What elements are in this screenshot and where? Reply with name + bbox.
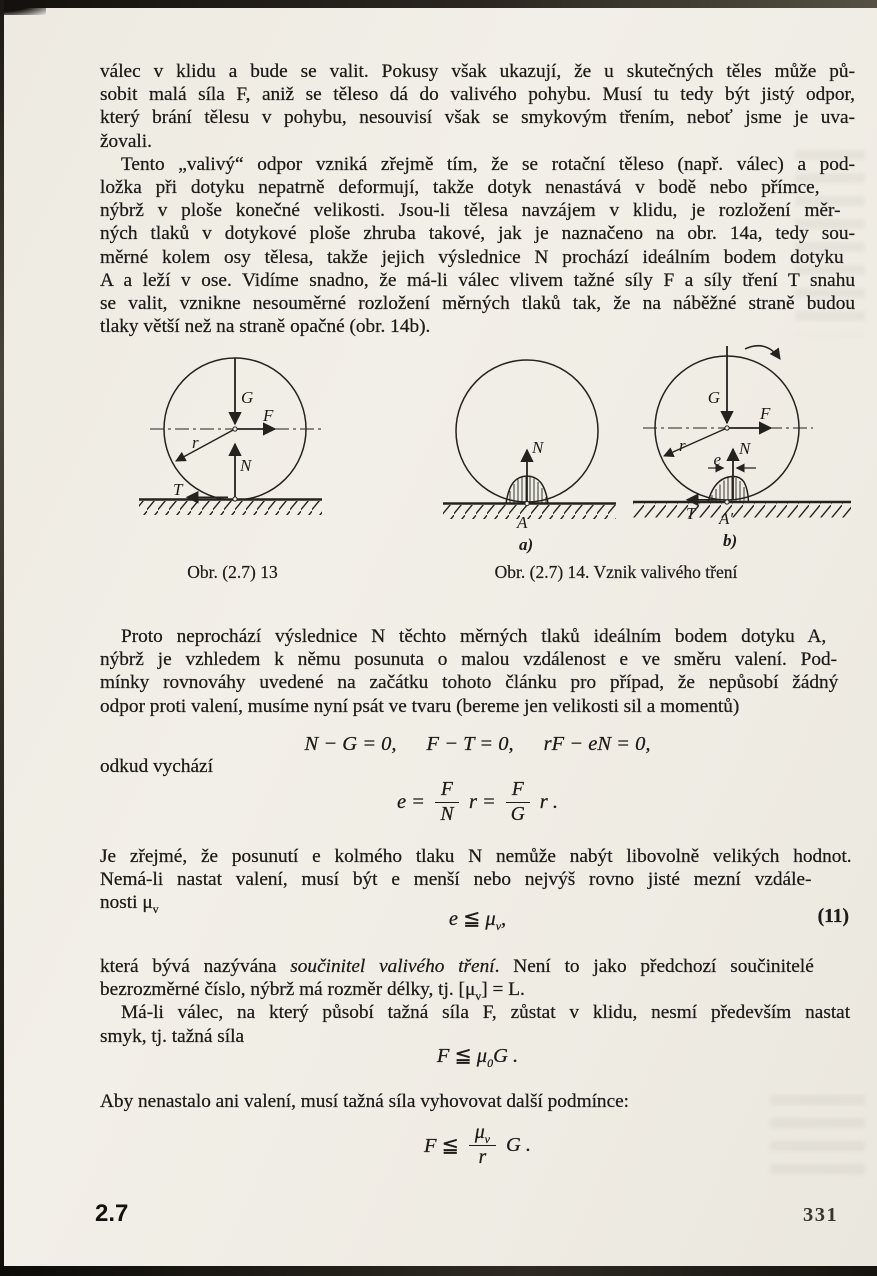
text-fragment: žovali. bbox=[100, 130, 152, 152]
text-fragment: Proto neprochází výslednice N těchto měrných tlaků ideálním bodem dotyku A, bbox=[121, 626, 827, 647]
contact-point bbox=[233, 497, 237, 501]
text-line bbox=[100, 130, 855, 153]
fraction bbox=[469, 1122, 496, 1169]
text-line bbox=[100, 1001, 855, 1024]
contact-point bbox=[525, 501, 529, 505]
text-fragment: nýbrž v ploše konečné velikosti. Jsou-li tělesa navzájem v klidu, je rozložení měr- bbox=[100, 200, 841, 222]
center-point bbox=[233, 427, 237, 431]
radius-label-r: r bbox=[679, 436, 686, 455]
page-number: 331 bbox=[803, 1204, 839, 1226]
subscript: v bbox=[495, 919, 502, 934]
equation-term: rF − eN = 0, bbox=[543, 733, 651, 755]
text-line bbox=[100, 695, 855, 718]
equation-number: (11) bbox=[817, 906, 849, 927]
paragraph-6 bbox=[100, 1090, 855, 1113]
equation-term: F − T = 0, bbox=[426, 733, 514, 755]
contact-label-A-prime: A′ bbox=[719, 509, 734, 528]
text-fragment: která bývá nazývána bbox=[100, 956, 291, 977]
equation-term: e = bbox=[396, 790, 426, 813]
scan-edge-bottom bbox=[0, 1266, 877, 1276]
text-fragment: nýbrž je vzhledem k němu posunuta o malou vzdálenost e ve směru valení. Pod- bbox=[100, 649, 838, 671]
text-line bbox=[100, 269, 855, 292]
scan-edge-top-corner bbox=[0, 0, 46, 15]
subscript: v bbox=[484, 1131, 490, 1146]
fraction-numerator: F bbox=[506, 779, 530, 803]
fraction bbox=[435, 779, 459, 826]
text-fragment: se valit, vznikne nesouměrné rozložení měrných tlaků tak, že na náběžné straně budou bbox=[100, 292, 855, 314]
fraction-numerator: F bbox=[435, 779, 459, 803]
contact-point bbox=[725, 500, 729, 504]
text-fragment: nosti μ bbox=[100, 892, 153, 914]
text-fragment: sobit malá síla F, aniž se těleso dá do valivého pohybu. Musí tu tedy být jistý odpor, bbox=[100, 84, 855, 106]
text-line bbox=[100, 955, 855, 978]
text-line bbox=[100, 153, 855, 176]
paragraph-5 bbox=[100, 955, 855, 1048]
paragraph-1 bbox=[100, 60, 855, 153]
text-line bbox=[100, 845, 855, 868]
subscript: v bbox=[152, 902, 159, 917]
text-fragment: Nemá-li nastat valení, musí být e menší nebo nejvýš rovno jisté mezní vzdále- bbox=[100, 869, 812, 891]
force-label-N: N bbox=[739, 439, 751, 458]
text-fragment: , bbox=[501, 908, 507, 930]
text-fragment: μ bbox=[474, 1122, 485, 1143]
text-fragment: G . bbox=[493, 1045, 519, 1067]
figure-13-rolling-cylinder bbox=[125, 346, 335, 521]
force-label-N: N bbox=[532, 438, 544, 457]
equation-eccentricity-result bbox=[100, 779, 855, 826]
text-line bbox=[100, 1090, 855, 1113]
text-fragment: ] = L. bbox=[481, 979, 525, 1001]
text-fragment: . Není to jako předchozí součinitelé bbox=[494, 956, 814, 977]
odkud-vychazi-text: odkud vychází bbox=[100, 756, 213, 777]
scan-edge-left bbox=[0, 0, 4, 1276]
force-arrows bbox=[664, 346, 771, 500]
subfigure-label-b: b) bbox=[723, 531, 738, 550]
text-fragment: Tento „valivý“ odpor vzniká zřejmě tím, že se rotační těleso (např. válec) a pod- bbox=[121, 153, 855, 175]
fraction-denominator: N bbox=[440, 803, 454, 825]
text-fragment: měrné kolem osy tělesa, takže jejich výslednice N prochází ideálním bodem dotyku bbox=[100, 246, 844, 268]
force-label-G: G bbox=[241, 388, 254, 407]
subfigure-label-a: a) bbox=[519, 535, 534, 554]
ground bbox=[443, 504, 616, 520]
text-line bbox=[100, 176, 855, 199]
center-point bbox=[725, 426, 729, 430]
text-line bbox=[100, 199, 855, 222]
text-fragment bbox=[100, 955, 814, 978]
text-line bbox=[100, 671, 855, 694]
equation-term: r . bbox=[539, 790, 559, 813]
subscript: 0 bbox=[487, 1056, 494, 1071]
text-line bbox=[100, 625, 855, 648]
text-line bbox=[100, 106, 855, 129]
text-fragment: Je zřejmé, že posunutí e kolmého tlaku N nemůže nabýt libovolně velikých hodnot. bbox=[100, 846, 852, 867]
text-line bbox=[100, 83, 855, 106]
fraction bbox=[506, 779, 530, 826]
text-line bbox=[100, 222, 855, 245]
radius-label-r: r bbox=[192, 433, 199, 452]
ground bbox=[633, 502, 851, 518]
text-fragment: ložka při dotyku nepatrně deformují, takže dotyk nenastává v bodě nebo přímce, bbox=[100, 176, 820, 198]
figure-13-caption: Obr. (2.7) 13 bbox=[187, 562, 278, 582]
equation-equilibrium-system bbox=[100, 733, 855, 756]
force-label-G: G bbox=[707, 388, 720, 407]
text-line bbox=[100, 868, 855, 891]
force-label-N: N bbox=[240, 456, 252, 475]
section-number: 2.7 bbox=[95, 1200, 129, 1227]
rotation-direction-arrow bbox=[745, 346, 780, 359]
force-label-F: F bbox=[760, 404, 771, 423]
equation-term: F ≦ bbox=[423, 1134, 459, 1157]
ground bbox=[139, 500, 322, 516]
figure-14a-symmetric-pressure bbox=[443, 350, 618, 560]
subscript: v bbox=[475, 989, 482, 1004]
force-label-T: T bbox=[686, 504, 696, 523]
scan-edge-top bbox=[0, 0, 877, 8]
equation-term bbox=[436, 1043, 519, 1071]
text-fragment: válec v klidu a bude se valit. Pokusy však ukazují, že u skutečných těles může pů- bbox=[100, 61, 855, 82]
text-line bbox=[100, 315, 855, 338]
text-fragment: A a leží v ose. Vidíme snadno, že má-li válec vlivem tažné síly F a síly tření T snahu bbox=[100, 269, 855, 291]
text-line bbox=[100, 292, 855, 315]
text-line bbox=[100, 648, 855, 671]
figure-14-caption: Obr. (2.7) 14. Vznik valivého tření bbox=[494, 562, 738, 582]
paragraph-4 bbox=[100, 845, 855, 915]
equation-11 bbox=[100, 906, 855, 934]
text-fragment: bezrozměrné číslo, nýbrž má rozměr délky, tj. [μ bbox=[100, 979, 476, 1001]
text-line bbox=[100, 60, 855, 83]
force-label-T: T bbox=[173, 480, 183, 499]
paragraph-3 bbox=[100, 625, 855, 718]
contact-label-A: A bbox=[517, 513, 528, 532]
equation-term: G . bbox=[505, 1133, 531, 1156]
text-fragment: e ≦ μ bbox=[448, 908, 496, 930]
emphasized-term: součinitel valivého tření bbox=[290, 956, 495, 977]
text-fragment: Aby nenastalo ani valení, musí tažná síla vyhovovat další podmínce: bbox=[100, 1091, 630, 1112]
text-line bbox=[100, 246, 855, 269]
text-fragment: smyk, tj. tažná síla bbox=[100, 1025, 245, 1047]
text-fragment: ných tlaků v dotykové ploše zhruba takové, jak je naznačeno na obr. 14a, tedy sou- bbox=[100, 223, 855, 245]
equation-term: r = bbox=[468, 790, 496, 813]
figure-14b-asymmetric-pressure bbox=[633, 340, 861, 552]
text-fragment: Má-li válec, na který působí tažná síla F, zůstat v klidu, nesmí především nastat bbox=[121, 1002, 851, 1024]
equation-term bbox=[448, 906, 507, 934]
equation-slip-condition bbox=[100, 1043, 855, 1071]
text-fragment: který brání tělesu v pohybu, nesouvisí však se smykovým třením, neboť jsme je uva- bbox=[100, 107, 855, 129]
equation-term: N − G = 0, bbox=[304, 733, 397, 755]
fraction-denominator: G bbox=[510, 803, 525, 825]
text-fragment: F ≦ μ bbox=[436, 1045, 488, 1067]
force-arrows bbox=[176, 358, 275, 498]
force-label-F: F bbox=[263, 406, 274, 425]
fraction-numerator bbox=[469, 1122, 496, 1146]
text-fragment bbox=[100, 978, 525, 1004]
fraction-denominator: r bbox=[478, 1146, 487, 1168]
text-line bbox=[100, 978, 855, 1004]
text-fragment: odpor proti valení, musíme nyní psát ve tvaru (bereme jen velikosti sil a momentů) bbox=[100, 695, 740, 717]
eccentricity-label-e: e bbox=[713, 450, 721, 469]
equation-rolling-condition bbox=[100, 1122, 855, 1169]
text-fragment: mínky rovnováhy uvedené na začátku tohoto článku pro případ, že nepůsobí žádný bbox=[100, 672, 839, 694]
paragraph-2 bbox=[100, 153, 855, 339]
text-fragment: tlaky větší než na straně opačné (obr. 14b). bbox=[100, 316, 431, 338]
